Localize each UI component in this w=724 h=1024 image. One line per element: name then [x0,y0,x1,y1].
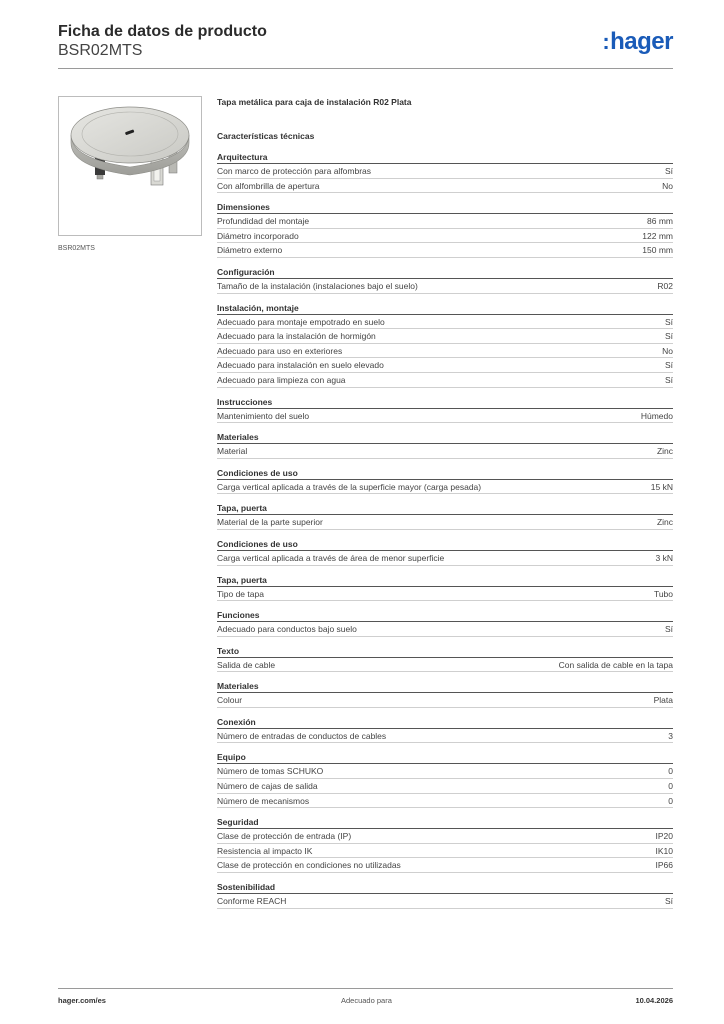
spec-row [217,444,673,459]
spec-section [217,466,673,495]
spec-label: Número de mecanismos [217,795,310,806]
spec-section [217,679,673,708]
spec-row [217,243,673,258]
spec-row [217,279,673,294]
spec-label: Diámetro incorporado [217,230,299,241]
spec-row [217,658,673,673]
header-divider [58,68,673,69]
spec-section [217,715,673,744]
spec-row [217,315,673,330]
product-name: Tapa metálica para caja de instalación R02 Plata [217,97,412,107]
spec-label: Adecuado para montaje empotrado en suelo [217,316,385,327]
spec-section [217,200,673,258]
spec-value: 0 [668,795,673,806]
spec-label: Adecuado para limpieza con agua [217,374,346,385]
spec-section [217,501,673,530]
spec-section [217,430,673,459]
spec-label: Clase de protección en condiciones no utilizadas [217,860,401,871]
spec-label: Mantenimiento del suelo [217,410,310,421]
section-heading: Conexión [217,715,673,729]
spec-label: Colour [217,695,243,706]
spec-value: Zinc [656,446,673,457]
spec-label: Salida de cable [217,659,276,670]
footer-middle-text: Adecuado para [341,996,392,1005]
spec-row [217,480,673,495]
section-heading: Sostenibilidad [217,880,673,894]
product-code: BSR02MTS [58,42,143,59]
spec-row [217,794,673,809]
spec-sections [217,150,673,909]
footer-divider [58,988,673,989]
spec-label: Carga vertical aplicada a través de la superficie mayor (carga pesada) [217,481,482,492]
spec-row [217,164,673,179]
section-heading: Configuración [217,265,673,279]
spec-label: Diámetro externo [217,245,283,256]
spec-value: No [662,180,673,191]
spec-row [217,344,673,359]
section-heading: Condiciones de uso [217,537,673,551]
technical-characteristics-title: Características técnicas [217,131,315,141]
hager-logo [602,28,673,56]
spec-label: Con marco de protección para alfombras [217,166,372,176]
spec-section [217,537,673,566]
spec-label: Tipo de tapa [217,588,264,599]
footer-website: hager.com/es [58,996,106,1005]
spec-section [217,395,673,424]
section-heading: Instalación, montaje [217,301,673,315]
spec-value: 3 [668,730,673,741]
spec-value: Sí [664,896,673,907]
spec-label: Adecuado para uso en exteriores [217,345,343,356]
section-heading: Seguridad [217,815,673,829]
spec-value: 3 kN [655,552,673,563]
spec-row [217,409,673,424]
spec-label: Conforme REACH [217,896,287,907]
spec-section [217,750,673,808]
spec-section [217,573,673,602]
spec-label: Tamaño de la instalación (instalaciones bajo el suelo) [217,280,418,291]
spec-value: Sí [664,624,673,635]
spec-label: Carga vertical aplicada a través de área de menor superficie [217,552,445,563]
spec-section [217,150,673,193]
product-image-caption: BSR02MTS [58,245,95,252]
floor-box-lid-image [59,97,201,235]
section-heading: Condiciones de uso [217,466,673,480]
spec-value: IP66 [655,860,673,871]
section-heading: Tapa, puerta [217,573,673,587]
spec-section [217,815,673,873]
spec-label: Con alfombrilla de apertura [217,180,320,191]
spec-row [217,729,673,744]
spec-value: 15 kN [650,481,673,492]
spec-label: Número de cajas de salida [217,781,318,792]
spec-row [217,551,673,566]
spec-label: Adecuado para conductos bajo suelo [217,624,357,635]
spec-row [217,829,673,844]
spec-label: Adecuado para instalación en suelo elevado [217,360,384,371]
spec-value: 86 mm [647,216,673,227]
spec-value: Sí [664,166,673,176]
logo-text: hager [610,28,673,55]
spec-value: Sí [664,374,673,385]
spec-value: 122 mm [642,230,673,241]
spec-label: Adecuado para la instalación de hormigón [217,331,376,342]
spec-row [217,844,673,859]
spec-label: Material [217,446,248,457]
spec-section [217,644,673,673]
spec-label: Material de la parte superior [217,517,323,528]
spec-label: Clase de protección de entrada (IP) [217,831,352,842]
spec-row [217,179,673,194]
section-heading: Arquitectura [217,150,673,164]
spec-row [217,515,673,530]
spec-row [217,329,673,344]
footer-date: 10.04.2026 [635,996,673,1005]
spec-value: Tubo [653,588,673,599]
spec-value: R02 [657,280,673,291]
section-heading: Instrucciones [217,395,673,409]
spec-row [217,587,673,602]
spec-label: Profundidad del montaje [217,216,310,227]
spec-row [217,894,673,909]
spec-row [217,358,673,373]
product-data-sheet [217,95,673,909]
spec-row [217,622,673,637]
spec-row [217,779,673,794]
section-heading: Tapa, puerta [217,501,673,515]
page-header [58,22,673,68]
document-title: Ficha de datos de producto [58,23,267,40]
spec-row [217,764,673,779]
product-image-frame [58,96,202,236]
spec-value: Zinc [656,517,673,528]
section-heading: Equipo [217,750,673,764]
spec-value: Sí [664,360,673,371]
spec-label: Número de tomas SCHUKO [217,766,324,777]
spec-row [217,693,673,708]
spec-label: Resistencia al impacto IK [217,845,313,856]
spec-row [217,373,673,388]
spec-value: IP20 [655,831,673,842]
section-heading: Materiales [217,430,673,444]
spec-value: IK10 [655,845,673,856]
section-heading: Dimensiones [217,200,673,214]
spec-section [217,301,673,388]
spec-row [217,214,673,229]
spec-row [217,858,673,873]
spec-value: 150 mm [642,245,673,256]
spec-value: Húmedo [640,410,673,421]
spec-section [217,265,673,294]
spec-value: 0 [668,766,673,777]
section-heading: Funciones [217,608,673,622]
spec-label: Número de entradas de conductos de cables [217,730,387,741]
spec-value: Plata [653,695,673,706]
spec-value: Con salida de cable en la tapa [558,659,673,670]
spec-value: Sí [664,316,673,327]
spec-section [217,608,673,637]
spec-value: Sí [664,331,673,342]
spec-value: No [662,345,673,356]
section-heading: Materiales [217,679,673,693]
spec-row [217,229,673,244]
spec-section [217,880,673,909]
section-heading: Texto [217,644,673,658]
spec-value: 0 [668,781,673,792]
logo-colon-icon: : [602,29,610,54]
